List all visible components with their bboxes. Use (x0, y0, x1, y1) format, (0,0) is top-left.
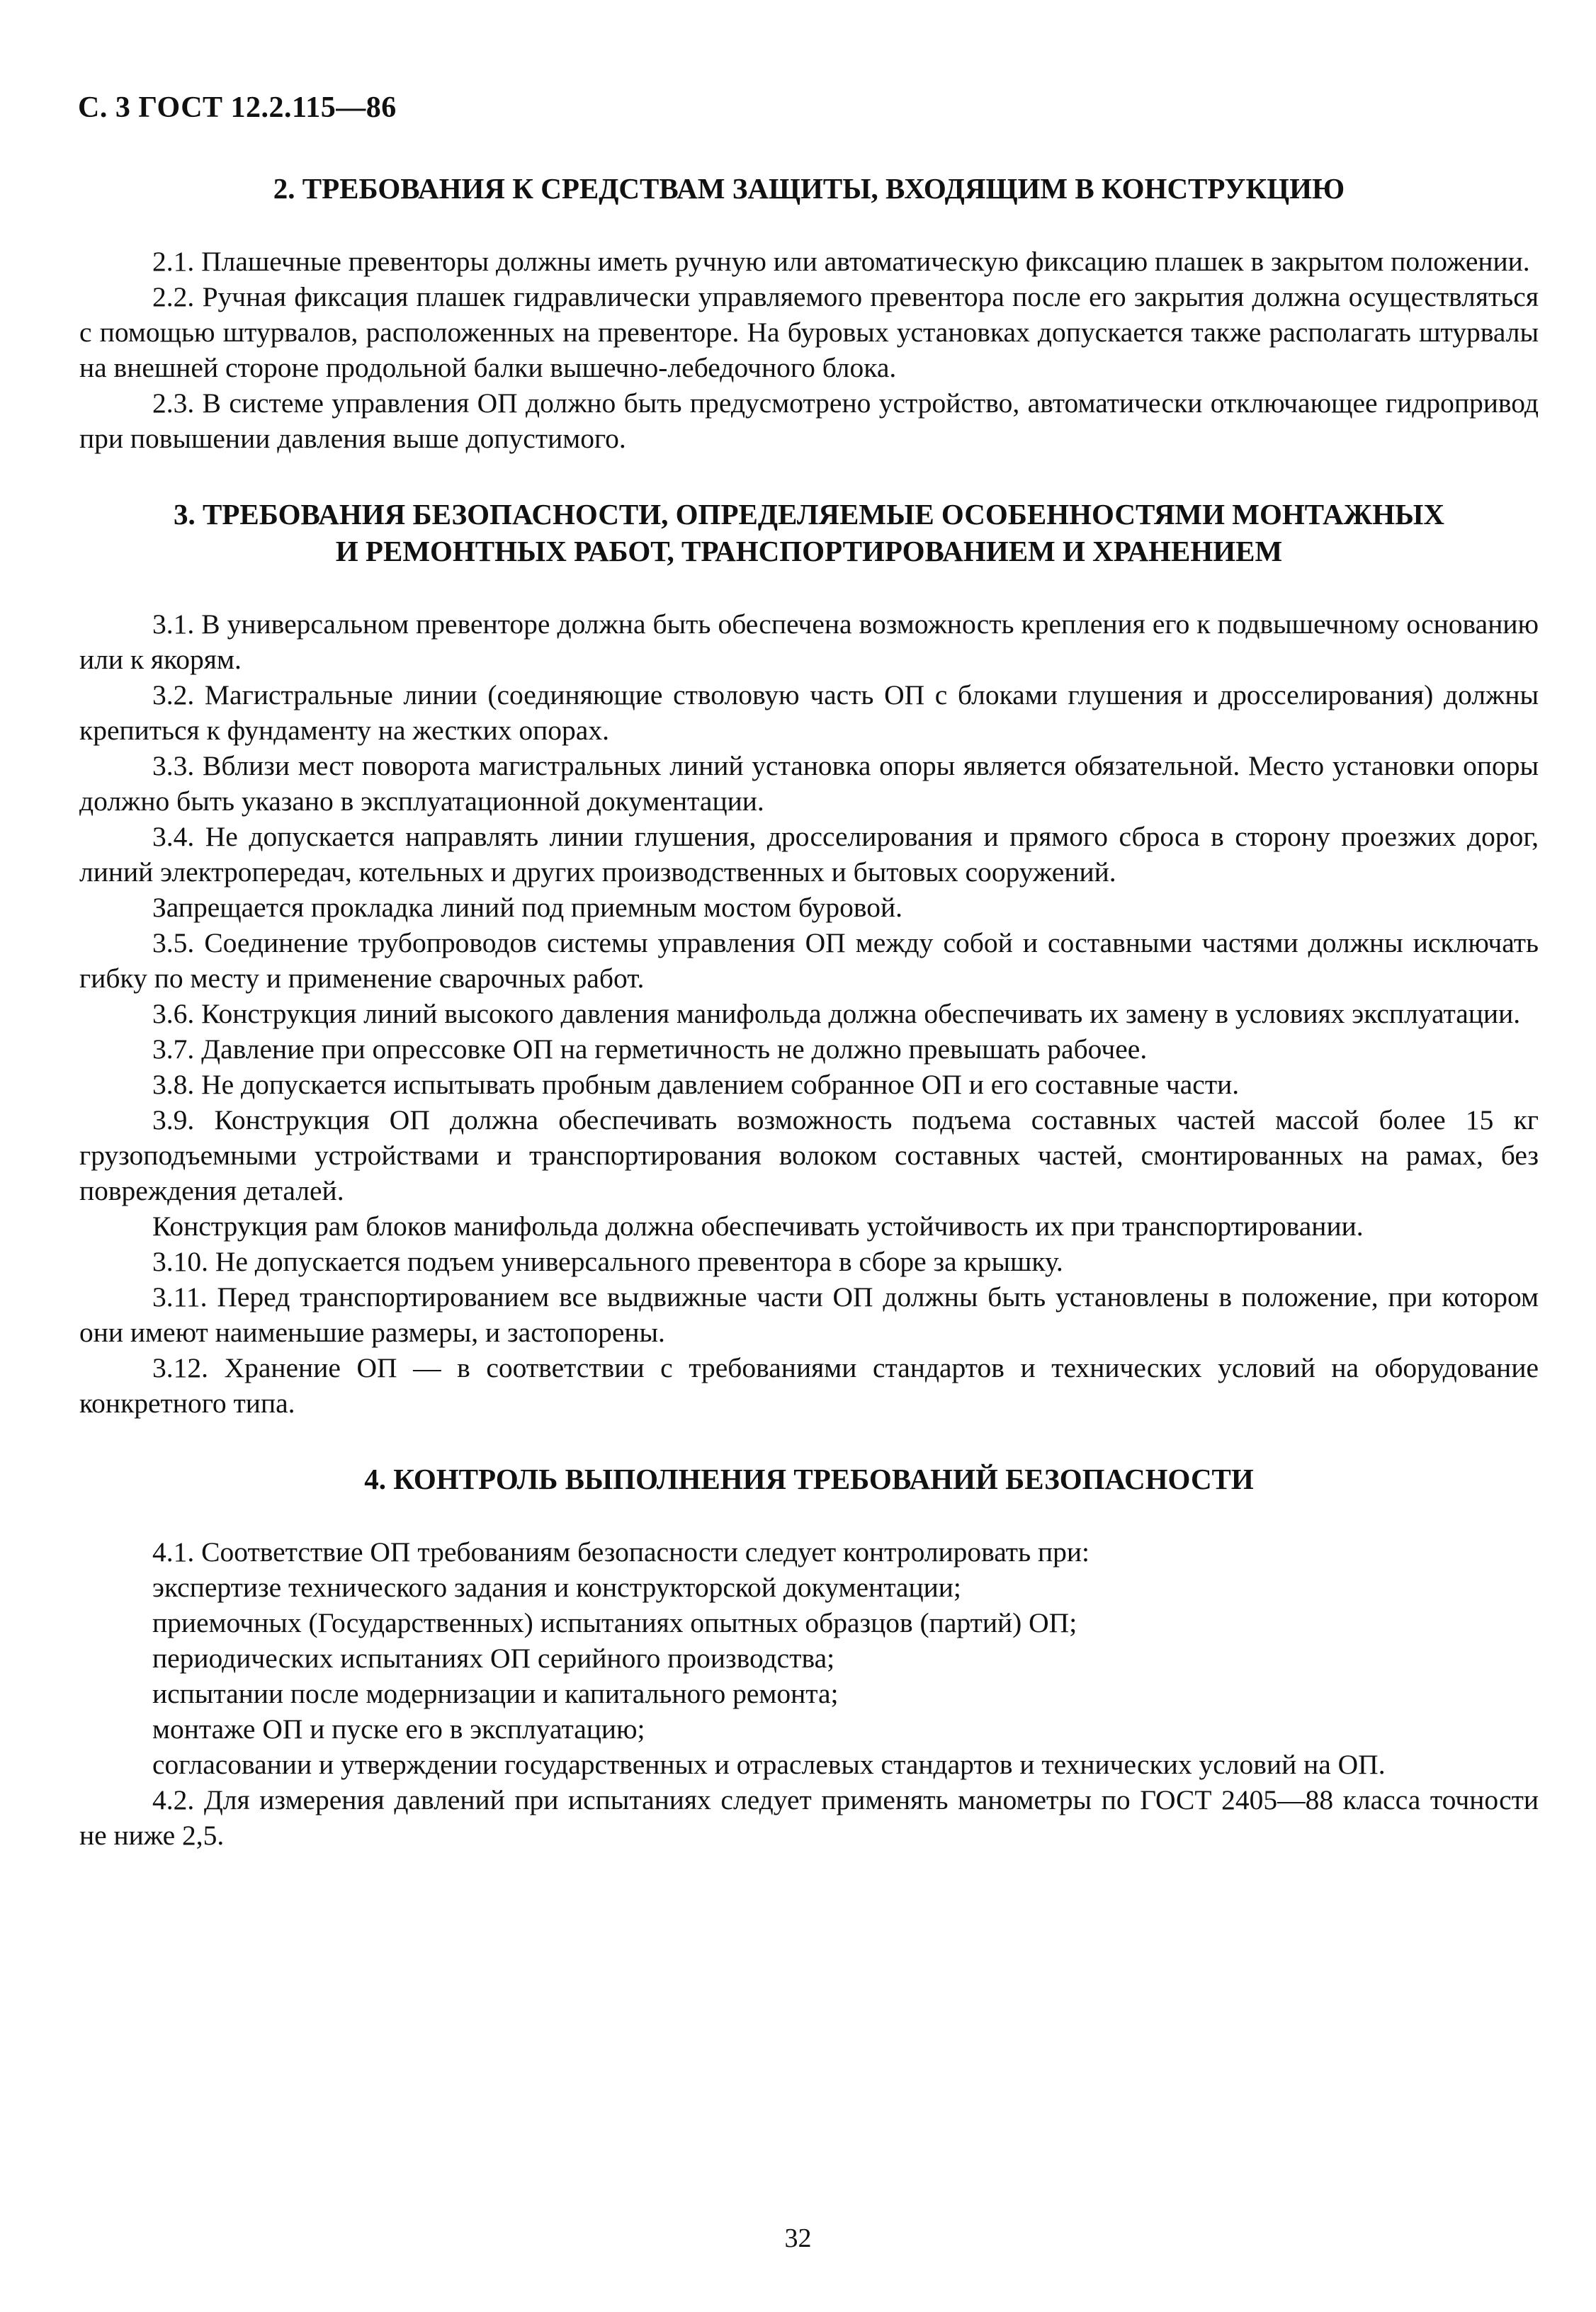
running-head: С. 3 ГОСТ 12.2.115—86 (78, 91, 397, 124)
list-item: периодических испытаниях ОП серийного производства; (152, 1643, 835, 1674)
list-item: экспертизе технического задания и конструкторской документации; (152, 1572, 961, 1603)
section-4-title: 4. КОНТРОЛЬ ВЫПОЛНЕНИЯ ТРЕБОВАНИЙ БЕЗОПАСНОСТИ (364, 1463, 1254, 1495)
list-item-last: согласовании и утверждении государственных и отраслевых стандартов и технических условий на ОП. (152, 1749, 1386, 1780)
clause-3-3: 3.3. Вблизи мест поворота магистральных линий установка опоры является обязательной. Место установки опоры должно быть указано в эксплуатационной документации. (79, 750, 1539, 817)
section-3 (79, 496, 1539, 1421)
clause-3-6: 3.6. Конструкция линий высокого давления манифольда должна обеспечивать их замену в условиях эксплуатации. (152, 998, 1521, 1029)
list-item: монтаже ОП и пуске его в эксплуатацию; (152, 1713, 645, 1745)
clause-2-3: 2.3. В системе управления ОП должно быть предусмотрено устройство, автоматически отключающее гидропривод при повышении давления выше допустимого. (79, 387, 1539, 454)
section-2-title: 2. ТРЕБОВАНИЯ К СРЕДСТВАМ ЗАЩИТЫ, ВХОДЯЩИМ В КОНСТРУКЦИЮ (273, 172, 1345, 205)
clause-3-9-note: Конструкция рам блоков манифольда должна обеспечивать устойчивость их при транспортировании. (152, 1211, 1364, 1242)
clause-3-9: 3.9. Конструкция ОП должна обеспечивать возможность подъема составных частей массой более 15 кг грузоподъемными устройствами и транспортирования волоком составных частей, смонтированных на рамах, без повреждения деталей. (79, 1104, 1539, 1206)
list-item: приемочных (Государственных) испытаниях опытных образцов (партий) ОП; (152, 1607, 1077, 1638)
clause-3-12: 3.12. Хранение ОП — в соответствии с требованиями стандартов и технических условий на оборудование конкретного типа. (79, 1352, 1539, 1419)
section-3-title-line-1: 3. ТРЕБОВАНИЯ БЕЗОПАСНОСТИ, ОПРЕДЕЛЯЕМЫЕ ОСОБЕННОСТЯМИ МОНТАЖНЫХ (174, 498, 1444, 531)
section-4 (79, 1461, 1539, 1853)
clause-3-11: 3.11. Перед транспортированием все выдвижные части ОП должны быть установлены в положение, при котором они имеют наименьшие размеры, и застопорены. (79, 1281, 1539, 1348)
clause-2-2: 2.2. Ручная фиксация плашек гидравлически управляемого превентора после его закрытия должна осуществляться с помощью штурвалов, расположенных на превенторе. На буровых установках допускается также располагать штурвалы на внешней стороне продольной балки вышечно-лебедочного блока. (79, 281, 1539, 383)
clause-4-2: 4.2. Для измерения давлений при испытаниях следует применять манометры по ГОСТ 2405—88 класса точности не ниже 2,5. (79, 1784, 1539, 1851)
document-body (79, 170, 1539, 1853)
clause-2-1: 2.1. Плашечные превенторы должны иметь ручную или автоматическую фиксацию плашек в закрытом положении. (152, 246, 1530, 277)
clause-4-1: 4.1. Соответствие ОП требованиям безопасности следует контролировать при: (152, 1536, 1090, 1568)
section-3-title (79, 496, 1539, 570)
list-item: испытании после модернизации и капитального ремонта; (152, 1678, 839, 1709)
clause-3-1: 3.1. В универсальном превенторе должна быть обеспечена возможность крепления его к подвышечному основанию или к якорям. (79, 608, 1539, 675)
clause-3-5: 3.5. Соединение трубопроводов системы управления ОП между собой и составными частями должны исключать гибку по месту и применение сварочных работ. (79, 927, 1539, 994)
clause-3-10: 3.10. Не допускается подъем универсального превентора в сборе за крышку. (152, 1246, 1063, 1277)
section-2 (79, 170, 1539, 456)
clause-3-7: 3.7. Давление при опрессовке ОП на герметичность не должно превышать рабочее. (152, 1033, 1148, 1065)
clause-3-4-note: Запрещается прокладка линий под приемным мостом буровой. (152, 892, 903, 923)
page-number: 32 (784, 2223, 812, 2253)
section-3-title-line-2: И РЕМОНТНЫХ РАБОТ, ТРАНСПОРТИРОВАНИЕМ И ХРАНЕНИЕМ (335, 535, 1283, 567)
clause-3-4: 3.4. Не допускается направлять линии глушения, дросселирования и прямого сброса в сторону проезжих дорог, линий электропередач, котельных и других производственных и бытовых сооружений. (79, 821, 1539, 888)
clause-3-2: 3.2. Магистральные линии (соединяющие стволовую часть ОП с блоками глушения и дросселирования) должны крепиться к фундаменту на жестких опорах. (79, 679, 1539, 746)
clause-3-8: 3.8. Не допускается испытывать пробным давлением собранное ОП и его составные части. (152, 1069, 1240, 1100)
